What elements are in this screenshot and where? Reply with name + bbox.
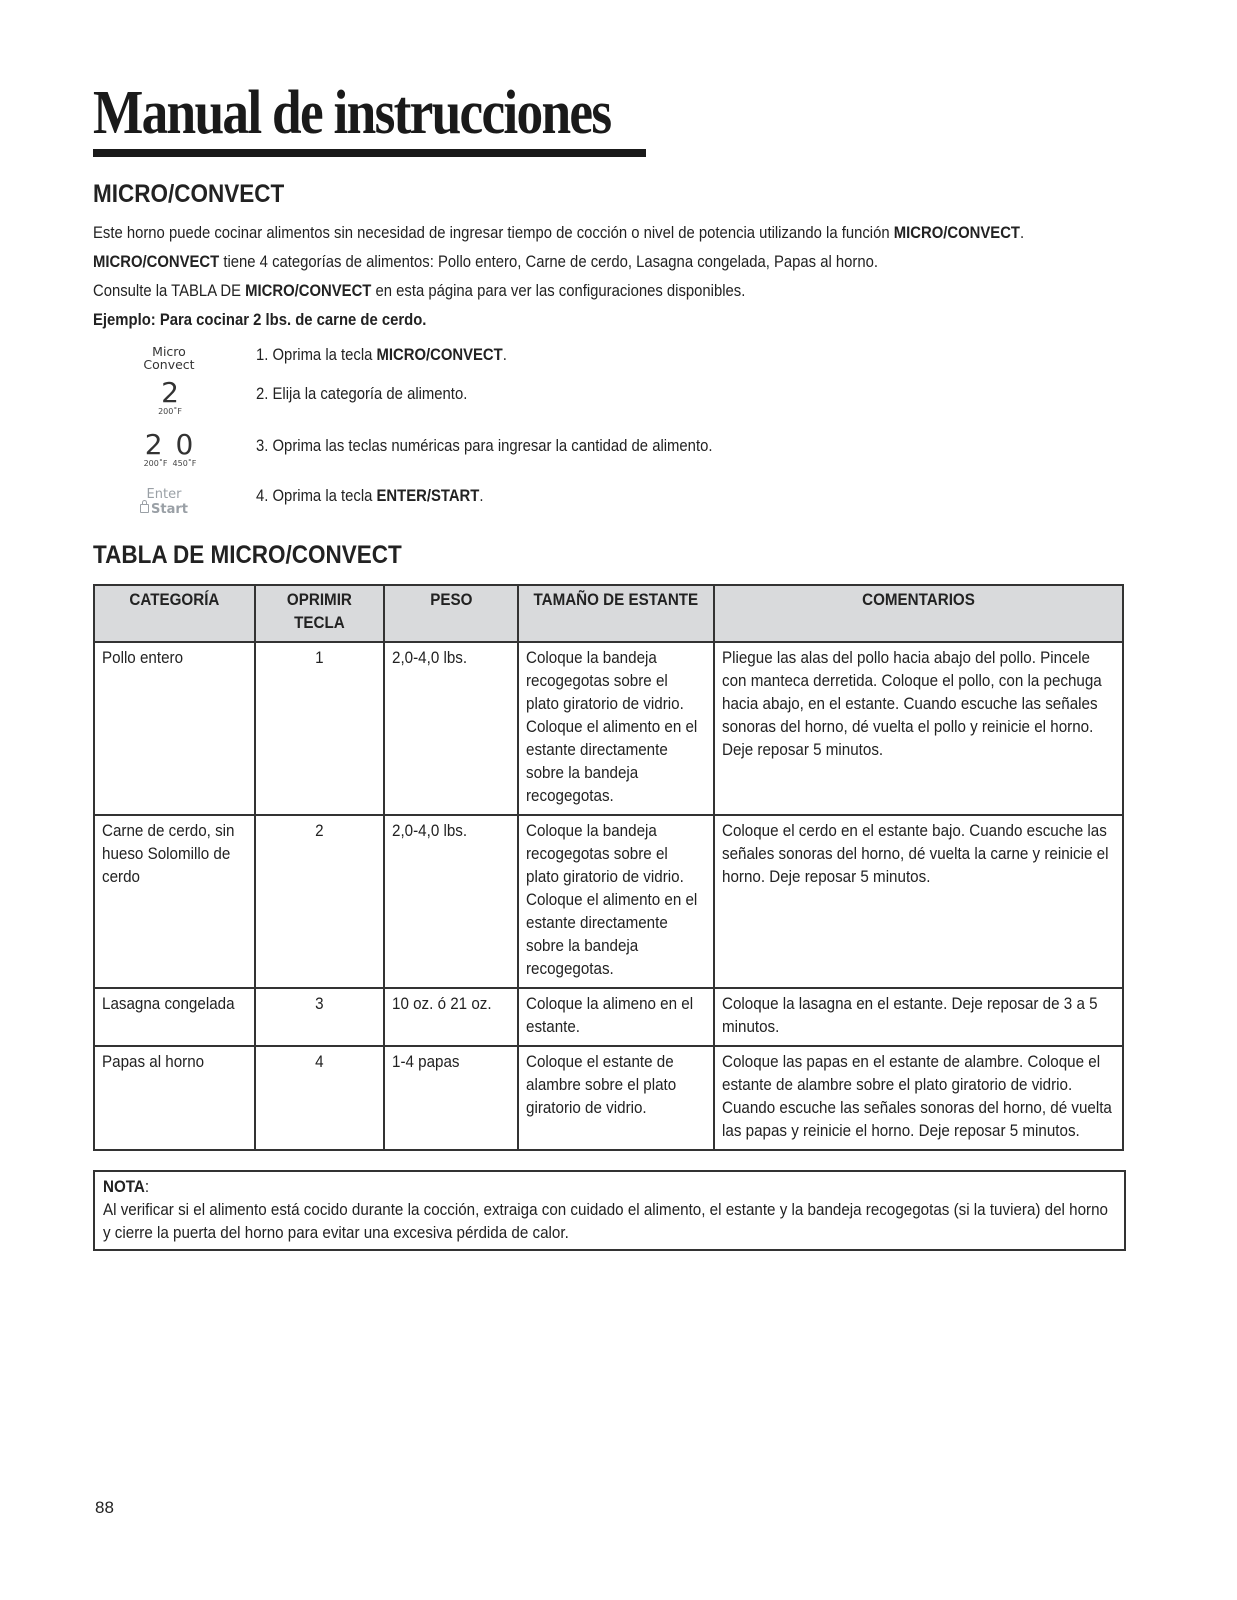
intro-paragraph-3: Consulte la TABLA DE MICRO/CONVECT en esta página para ver las configuraciones disponibles. (93, 282, 746, 300)
step-4: 4. Oprima la tecla ENTER/START. (256, 487, 484, 505)
cell-peso: 10 oz. ó 21 oz. (384, 988, 519, 1046)
note-label: NOTA (103, 1178, 145, 1196)
cell-categoria: Papas al horno (94, 1046, 255, 1150)
header-peso: PESO (384, 585, 519, 642)
cell-categoria: Lasagna congelada (94, 988, 255, 1046)
cell-estante: Coloque la bandeja recogegotas sobre el plato giratorio de vidrio. Coloque el alimento en el estante directamente sobre la bandeja recogegotas. (518, 642, 714, 815)
step-1: 1. Oprima la tecla MICRO/CONVECT. (256, 346, 507, 364)
cell-comentarios: Coloque la lasagna en el estante. Deje reposar de 3 a 5 minutos. (714, 988, 1123, 1046)
cell-peso: 2,0-4,0 lbs. (384, 815, 519, 988)
header-categoria: CATEGORÍA (94, 585, 255, 642)
header-comentarios: COMENTARIOS (714, 585, 1123, 642)
cell-tecla: 1 (255, 642, 384, 815)
step-3: 3. Oprima las teclas numéricas para ingresar la cantidad de alimento. (256, 437, 713, 455)
table-heading: TABLA DE MICRO/CONVECT (93, 541, 402, 569)
header-oprimir-tecla: OPRIMIR TECLA (255, 585, 384, 642)
cell-tecla: 2 (255, 815, 384, 988)
enter-start-key-icon: Enter Start (134, 487, 194, 517)
cell-estante: Coloque la alimeno en el estante. (518, 988, 714, 1046)
note-text: Al verificar si el alimento está cocido durante la cocción, extraiga con cuidado el alimento, el estante y la bandeja recogegotas (si la tuviera) del horno y cierre la puerta del horno para evitar una excesiva pérdida de calor. (103, 1201, 1108, 1242)
number-20-keys-icon: 2 0 200˚F 450˚F (143, 428, 197, 468)
cell-peso: 2,0-4,0 lbs. (384, 642, 519, 815)
step-2: 2. Elija la categoría de alimento. (256, 385, 468, 403)
table-row (94, 1046, 1123, 1150)
header-tamano-estante: TAMAÑO DE ESTANTE (518, 585, 714, 642)
micro-convect-table (93, 584, 1124, 1151)
cell-peso: 1-4 papas (384, 1046, 519, 1150)
cell-estante: Coloque la bandeja recogegotas sobre el plato giratorio de vidrio. Coloque el alimento en el estante directamente sobre la bandeja recogegotas. (518, 815, 714, 988)
number-2-key-icon: 2 200˚F (158, 376, 182, 416)
intro-paragraph-2: MICRO/CONVECT tiene 4 categorías de alimentos: Pollo entero, Carne de cerdo, Lasagna congelada, Papas al horno. (93, 253, 879, 271)
example-line: Ejemplo: Para cocinar 2 lbs. de carne de cerdo. (93, 311, 427, 329)
cell-estante: Coloque el estante de alambre sobre el plato giratorio de vidrio. (518, 1046, 714, 1150)
intro-paragraph-1: Este horno puede cocinar alimentos sin necesidad de ingresar tiempo de cocción o nivel de potencia utilizando la función MICRO/CONVECT. (93, 224, 1025, 242)
cell-tecla: 4 (255, 1046, 384, 1150)
cell-comentarios: Coloque el cerdo en el estante bajo. Cuando escuche las señales sonoras del horno, dé vuelta la carne y reinicie el horno. Deje reposar 5 minutos. (714, 815, 1123, 988)
table-row (94, 988, 1123, 1046)
cell-comentarios: Pliegue las alas del pollo hacia abajo del pollo. Pincele con manteca derretida. Coloque el pollo, con la pechuga hacia abajo, en el estante. Cuando escuche las señales sonoras del horno, dé vuelta el pollo y reinicie el horno. Deje reposar 5 minutos. (714, 642, 1123, 815)
title-rule (93, 149, 646, 157)
page-title: Manual de instrucciones (93, 79, 611, 147)
table-row (94, 642, 1123, 815)
lock-icon (140, 504, 149, 513)
cell-categoria: Carne de cerdo, sin hueso Solomillo de cerdo (94, 815, 255, 988)
cell-tecla: 3 (255, 988, 384, 1046)
page-number: 88 (95, 1498, 114, 1517)
micro-convect-key-icon: Micro Convect (143, 344, 195, 372)
table-header-row (94, 585, 1123, 642)
section-heading-micro-convect: MICRO/CONVECT (93, 180, 285, 208)
note-box: NOTA: Al verificar si el alimento está cocido durante la cocción, extraiga con cuidado el alimento, el estante y la bandeja recogegotas (si la tuviera) del horno y cierre la puerta del horno para evitar una excesiva pérdida de calor. (93, 1170, 1126, 1251)
cell-comentarios: Coloque las papas en el estante de alambre. Coloque el estante de alambre sobre el plato giratorio de vidrio. Cuando escuche las señales sonoras del horno, dé vuelta las papas y reinicie el horno. Deje reposar 5 minutos. (714, 1046, 1123, 1150)
table-row (94, 815, 1123, 988)
cell-categoria: Pollo entero (94, 642, 255, 815)
